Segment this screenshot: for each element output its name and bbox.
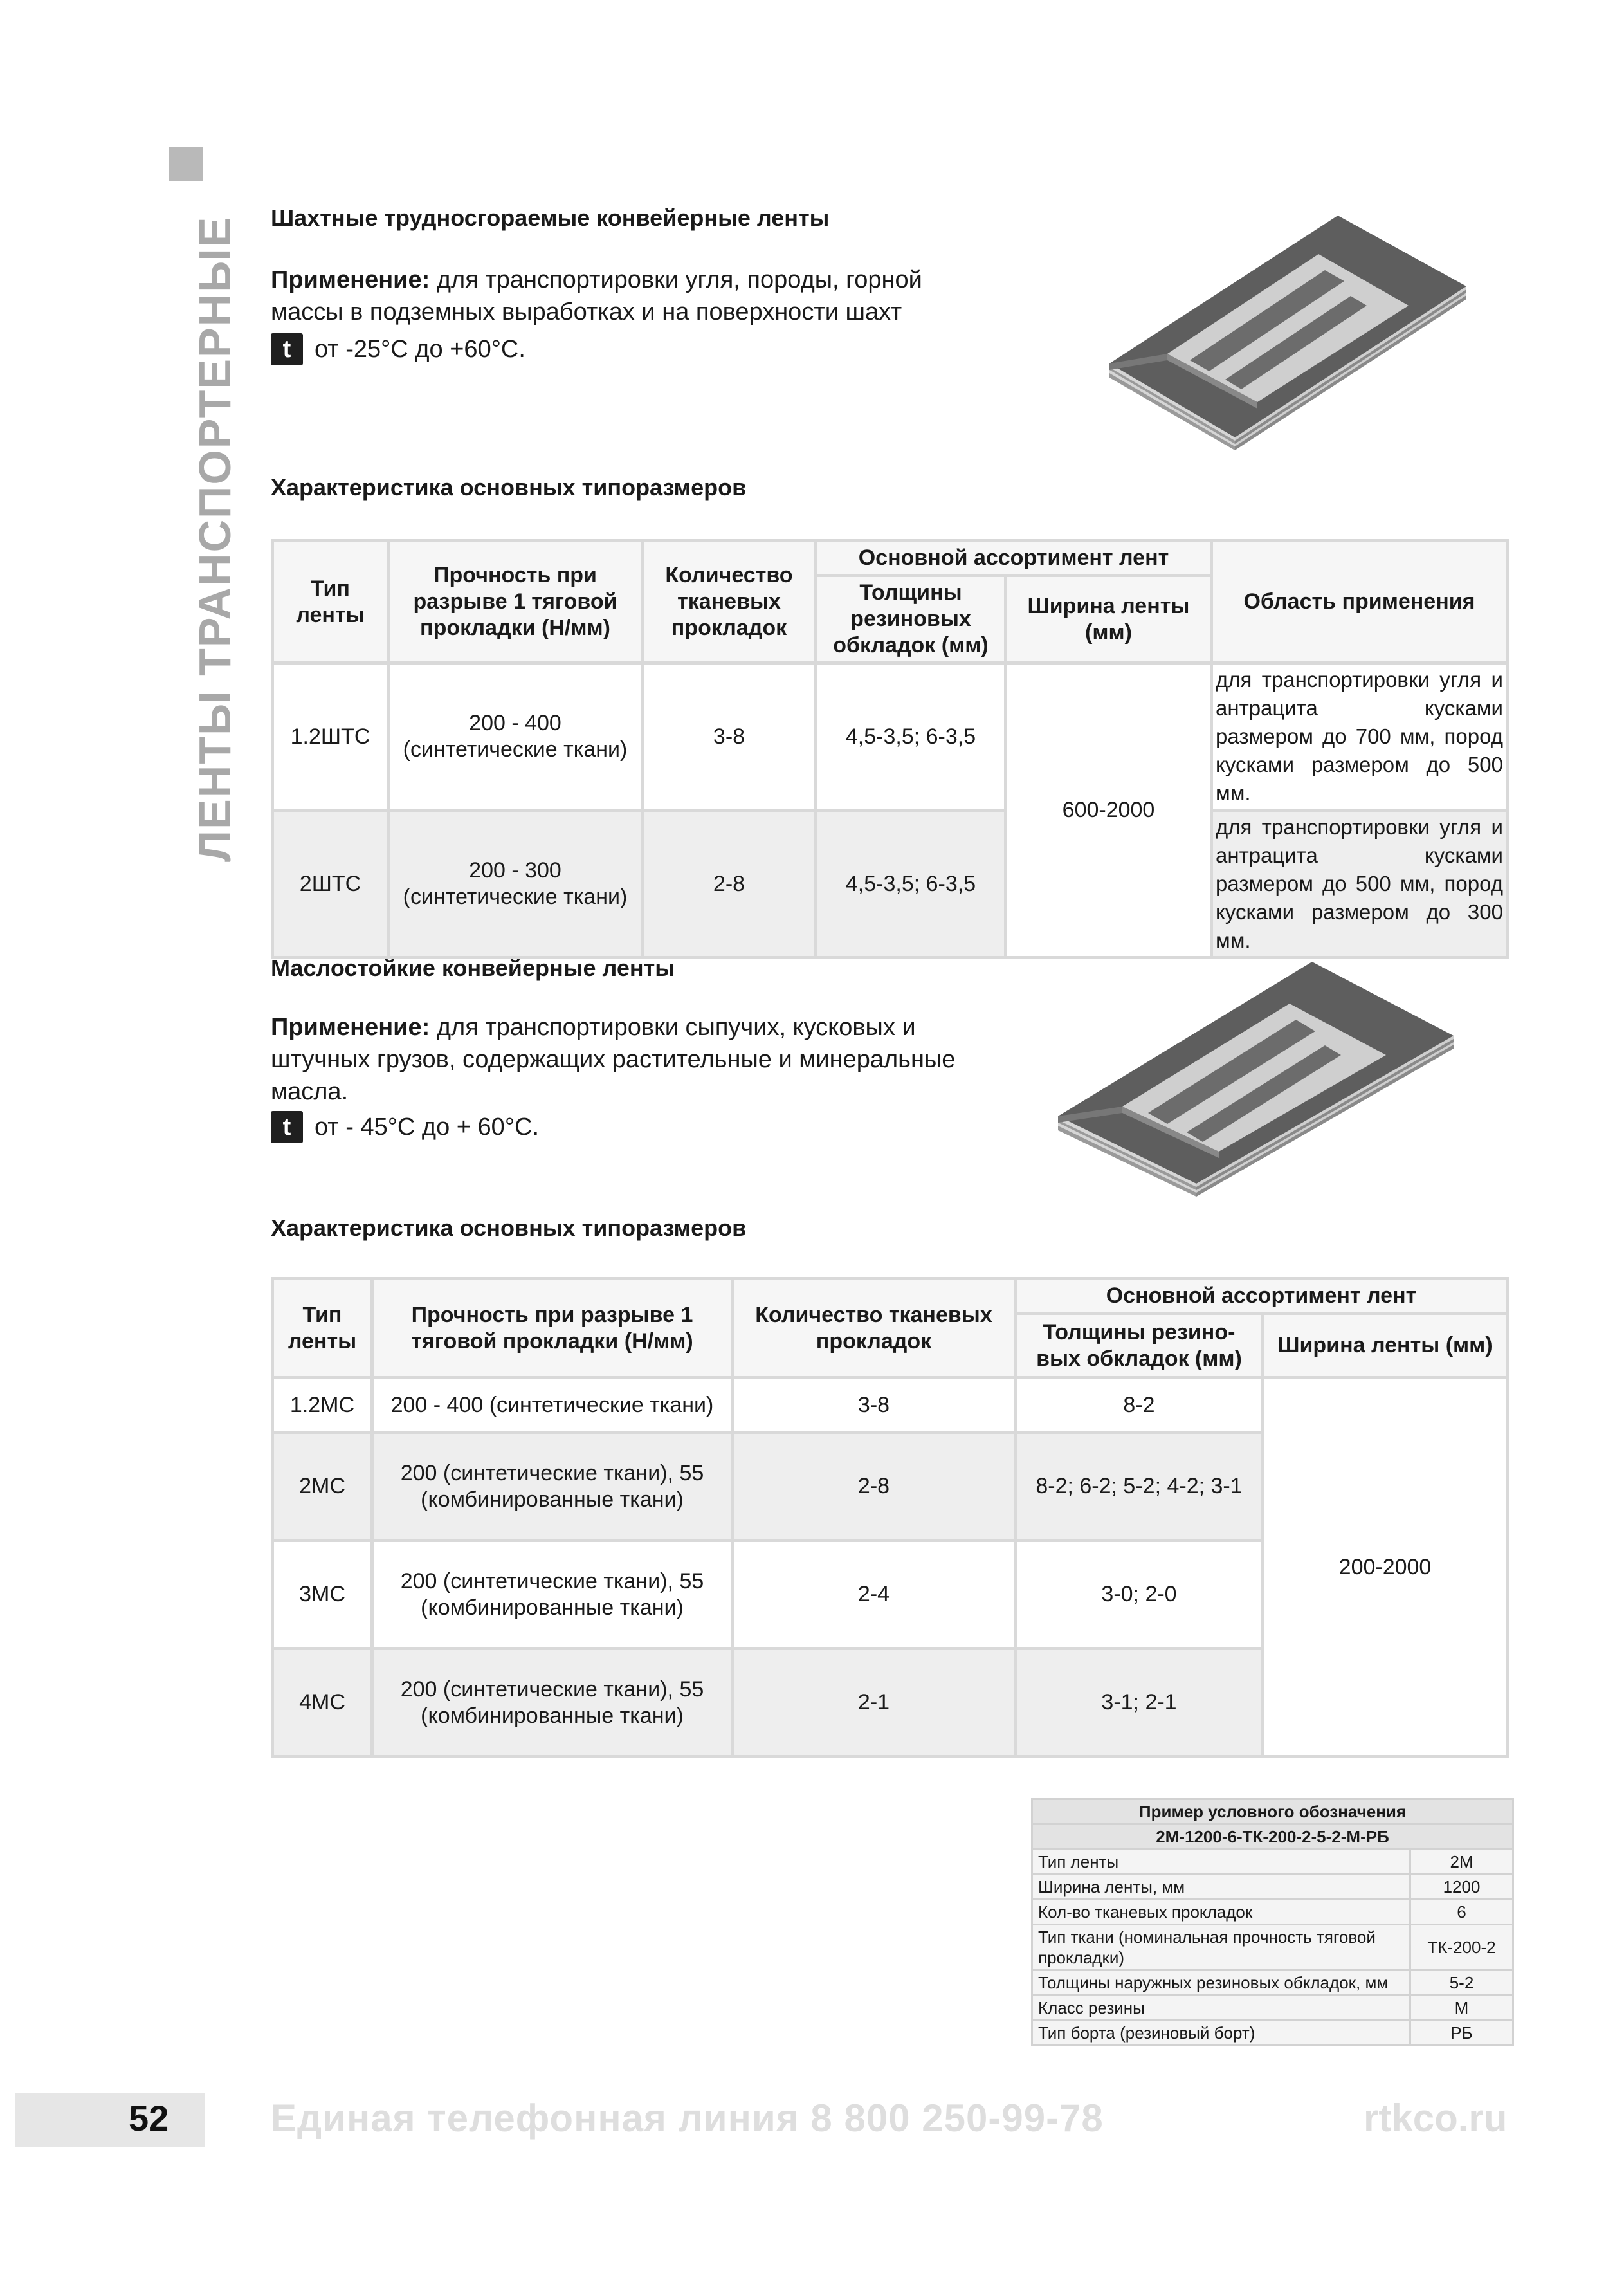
table-cell-type: 3МС — [273, 1541, 372, 1649]
section2-table-title: Характеристика основных типоразмеров — [271, 1215, 747, 1241]
section1-application — [271, 264, 972, 328]
table-cell-strength: 200 - 400 (синтетические ткани) — [388, 663, 643, 811]
table-cell-strength: 200 (синтетические ткани), 55 (комбинированные ткани) — [372, 1433, 733, 1541]
example-value: ТК-200-2 — [1410, 1925, 1513, 1970]
example-label: Класс резины — [1032, 1996, 1410, 2021]
section1-application-text: для транспортировки угля, породы, горной массы в подземных выработках и на поверхности шахт — [271, 266, 922, 326]
example-value: М — [1410, 1996, 1513, 2021]
table-cell-ply-count: 2-4 — [733, 1541, 1016, 1649]
example-title: Пример условного обозначения — [1032, 1799, 1513, 1824]
example-label: Кол-во тканевых прокладок — [1032, 1900, 1410, 1925]
table-cell-ply-count: 2-8 — [643, 811, 816, 958]
table-cell-type: 2ШТС — [273, 811, 388, 958]
header-belt-type: Тип ленты — [273, 541, 388, 663]
table-cell-type: 4МС — [273, 1649, 372, 1757]
section1-application-label: Применение: — [271, 266, 430, 293]
header-assortment-group: Основной ассортимент лент — [1016, 1279, 1508, 1314]
example-value: 5-2 — [1410, 1970, 1513, 1996]
footer-phone-line: Единая телефонная линия 8 800 250-99-78 — [271, 2097, 1104, 2140]
temperature-icon: t — [271, 1111, 303, 1143]
conveyor-belt-image-icon — [1055, 955, 1454, 1200]
example-label: Тип ткани (номинальная прочность тяговой прокладки) — [1032, 1925, 1410, 1970]
header-application-area: Область применения — [1212, 541, 1508, 663]
example-value: 1200 — [1410, 1875, 1513, 1900]
header-ply-count: Количество тканевых прокладок — [643, 541, 816, 663]
table-cell-ply-count: 3-8 — [733, 1378, 1016, 1433]
temperature-icon: t — [271, 333, 303, 365]
table-cell-strength: 200 - 400 (синтетические ткани) — [372, 1378, 733, 1433]
section2-temperature-text: от - 45°C до + 60°C. — [315, 1113, 540, 1141]
header-strength: Прочность при разрыве 1 тяговой прокладки (Н/мм) — [388, 541, 643, 663]
page-number: 52 — [129, 2098, 169, 2138]
table-cell-type: 2МС — [273, 1433, 372, 1541]
conveyor-belt-image-icon — [1106, 209, 1466, 454]
table-cell-type: 1.2ШТС — [273, 663, 388, 811]
table-cell-ply-count: 2-1 — [733, 1649, 1016, 1757]
designation-example-table — [1031, 1798, 1514, 2046]
header-belt-type: Тип ленты — [273, 1279, 372, 1378]
example-label: Тип борта (резиновый борт) — [1032, 2021, 1410, 2046]
table-cell-ply-count: 2-8 — [733, 1433, 1016, 1541]
table-cell-type: 1.2МС — [273, 1378, 372, 1433]
table-cell-thickness: 3-0; 2-0 — [1016, 1541, 1263, 1649]
example-label: Тип ленты — [1032, 1850, 1410, 1875]
section2-title: Маслостойкие конвейерные ленты — [271, 955, 675, 981]
header-assortment-group: Основной ассортимент лент — [816, 541, 1212, 576]
section1-title: Шахтные трудносгораемые конвейерные ленты — [271, 205, 830, 231]
section1-temperature — [271, 333, 525, 365]
table-cell-strength: 200 (синтетические ткани), 55 (комбинированные ткани) — [372, 1649, 733, 1757]
section1-spec-table — [271, 539, 1509, 959]
header-belt-width: Ширина ленты (мм) — [1263, 1314, 1508, 1378]
example-code: 2М-1200-6-ТК-200-2-5-2-М-РБ — [1032, 1824, 1513, 1850]
table-cell-thickness: 8-2 — [1016, 1378, 1263, 1433]
table-cell-thickness: 4,5-3,5; 6-3,5 — [816, 663, 1006, 811]
example-value: 2М — [1410, 1850, 1513, 1875]
footer-page-bar — [15, 2093, 205, 2147]
header-cover-thickness: Толщины резино- вых обкладок (мм) — [1016, 1314, 1263, 1378]
example-value: 6 — [1410, 1900, 1513, 1925]
header-strength: Прочность при разрыве 1 тяговой прокладки (Н/мм) — [372, 1279, 733, 1378]
section2-application — [271, 1011, 998, 1108]
side-marker-square — [169, 147, 203, 181]
example-value: РБ — [1410, 2021, 1513, 2046]
table-cell-width: 200-2000 — [1263, 1378, 1508, 1757]
table-cell-strength: 200 (синтетические ткани), 55 (комбинированные ткани) — [372, 1541, 733, 1649]
table-cell-width: 600-2000 — [1006, 663, 1212, 958]
header-cover-thickness: Толщины резиновых обкладок (мм) — [816, 576, 1006, 663]
section2-temperature — [271, 1111, 539, 1143]
table-cell-thickness: 3-1; 2-1 — [1016, 1649, 1263, 1757]
section1-temperature-text: от -25°C до +60°C. — [315, 335, 525, 363]
section2-application-text: для транспортировки сыпучих, кусковых и штучных грузов, содержащих растительные и минеральные масла. — [271, 1014, 956, 1105]
table-cell-ply-count: 3-8 — [643, 663, 816, 811]
header-ply-count: Количество тканевых прокладок — [733, 1279, 1016, 1378]
section1-table-title: Характеристика основных типоразмеров — [271, 474, 747, 501]
section2-application-label: Применение: — [271, 1014, 430, 1041]
header-belt-width: Ширина ленты (мм) — [1006, 576, 1212, 663]
footer-website-link[interactable]: rtkco.ru — [1364, 2097, 1508, 2140]
side-category-label: ЛЕНТЫ ТРАНСПОРТЕРНЫЕ — [190, 216, 240, 862]
example-label: Ширина ленты, мм — [1032, 1875, 1410, 1900]
table-cell-thickness: 8-2; 6-2; 5-2; 4-2; 3-1 — [1016, 1433, 1263, 1541]
table-cell-strength: 200 - 300 (синтетические ткани) — [388, 811, 643, 958]
section2-spec-table — [271, 1277, 1509, 1758]
table-cell-thickness: 4,5-3,5; 6-3,5 — [816, 811, 1006, 958]
table-cell-application-area: для транспортировки угля и антрацита кусками размером до 700 мм, пород кусками размером до 500 мм. — [1212, 663, 1508, 811]
example-label: Толщины наружных резиновых обкладок, мм — [1032, 1970, 1410, 1996]
table-cell-application-area: для транспортировки угля и антрацита кусками размером до 500 мм, пород кусками размером до 300 мм. — [1212, 811, 1508, 958]
